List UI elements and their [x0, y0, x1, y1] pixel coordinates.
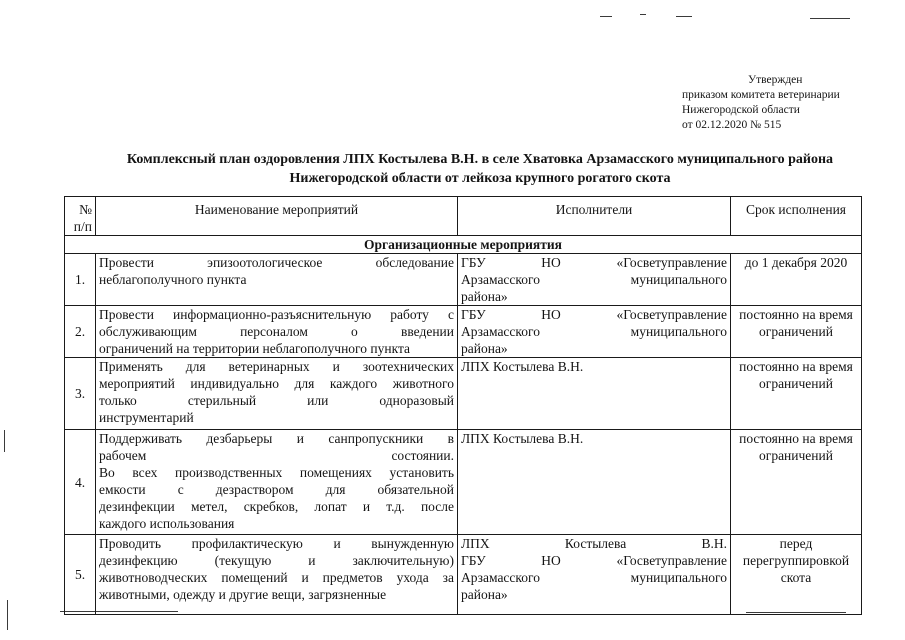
cell-line: Арзамасского муниципального	[461, 324, 727, 339]
cell-line: емкости с дезраствором для обязательной	[99, 482, 454, 497]
row-number: 4.	[65, 430, 96, 535]
table-row	[65, 358, 862, 430]
cell-line: ГБУ НО «Госветуправление	[461, 255, 727, 270]
cell-line: Поддерживать дезбарьеры и санпропускники в	[99, 431, 454, 446]
cell-line: дезинфекцию (текущую и заключительную)	[99, 553, 454, 568]
approval-stamp	[682, 73, 840, 133]
deadline-cell: до 1 декабря 2020	[731, 254, 862, 306]
executor-cell	[458, 306, 731, 358]
executor-cell	[458, 535, 731, 615]
deadline-cell: перед перегруппировкой скота	[731, 535, 862, 615]
executor-cell	[458, 254, 731, 306]
deadline-cell: постоянно на время ограничений	[731, 430, 862, 535]
section-row	[65, 236, 862, 254]
table-row	[65, 254, 862, 306]
plan-table	[64, 196, 862, 615]
title-line: Комплексный план оздоровления ЛПХ Костылева В.Н. в селе Хватовка Арзамасского муниципального района	[126, 152, 834, 167]
header-deadline: Срок исполнения	[731, 197, 862, 236]
cell-line: неблагополучного пункта	[99, 272, 247, 287]
scan-artifact	[600, 16, 612, 17]
cell-line: Арзамасского муниципального	[461, 570, 727, 585]
executor-cell	[458, 430, 731, 535]
row-number: 3.	[65, 358, 96, 430]
cell-line: обслуживающим персоналом о введении	[99, 324, 454, 339]
measure-cell	[96, 358, 458, 430]
approval-line: приказом комитета ветеринарии	[682, 89, 840, 101]
scan-artifact	[640, 14, 646, 15]
cell-line: животными, одежду и другие вещи, загрязненные	[99, 587, 387, 602]
measure-cell	[96, 430, 458, 535]
header-num: № п/п	[65, 197, 96, 236]
header-measures: Наименование мероприятий	[96, 197, 458, 236]
section-title: Организационные мероприятия	[65, 236, 862, 254]
table-header-row	[65, 197, 862, 236]
cell-line: Провести эпизоотологическое обследование	[99, 255, 454, 270]
cell-line: рабочем состоянии.	[99, 448, 454, 463]
cell-line: животноводческих помещений и предметов ухода за	[99, 570, 454, 585]
scan-artifact	[4, 430, 5, 452]
table-row	[65, 535, 862, 615]
approval-line: Утвержден	[748, 74, 803, 86]
document-title	[100, 150, 860, 188]
cell-line: ГБУ НО «Госветуправление	[461, 307, 727, 322]
cell-line: мероприятий индивидуально для каждого животного	[99, 376, 454, 391]
measure-cell	[96, 306, 458, 358]
cell-line: только стерильный или одноразовый	[99, 393, 454, 408]
measure-cell	[96, 535, 458, 615]
row-number: 2.	[65, 306, 96, 358]
header-executors: Исполнители	[458, 197, 731, 236]
cell-line: каждого использования	[99, 516, 235, 531]
cell-line: ограничений на территории неблагополучного пункта	[99, 341, 411, 356]
scan-artifact	[810, 18, 850, 19]
approval-line: от 02.12.2020 № 515	[682, 119, 782, 131]
cell-line: Применять для ветеринарных и зоотехнических	[99, 359, 454, 374]
approval-line: Нижегородской области	[682, 104, 800, 116]
cell-line: Провести информационно-разъяснительную работу с	[99, 307, 454, 322]
cell-line: района»	[461, 289, 508, 304]
deadline-cell: постоянно на время ограничений	[731, 358, 862, 430]
measure-cell	[96, 254, 458, 306]
cell-line: Во всех производственных помещениях установить	[99, 465, 454, 480]
row-number: 5.	[65, 535, 96, 615]
cell-line: ГБУ НО «Госветуправление	[461, 553, 727, 568]
table-row	[65, 306, 862, 358]
cell-line: района»	[461, 587, 508, 602]
executor-cell	[458, 358, 731, 430]
cell-line: Арзамасского муниципального	[461, 272, 727, 287]
table-row	[65, 430, 862, 535]
cell-line: инструментарий	[99, 410, 194, 425]
cell-line: дезинфекции метел, скребков, лопат и т.д. после	[99, 499, 454, 514]
row-number: 1.	[65, 254, 96, 306]
scan-artifact	[676, 16, 692, 17]
cell-line: района»	[461, 341, 508, 356]
deadline-cell: постоянно на время ограничений	[731, 306, 862, 358]
scan-artifact	[7, 600, 8, 630]
cell-line: ЛПХ Костылева В.Н.	[461, 359, 584, 374]
cell-line: ЛПХ Костылева В.Н.	[461, 536, 727, 551]
title-line: Нижегородской области от лейкоза крупного рогатого скота	[289, 171, 671, 186]
cell-line: Проводить профилактическую и вынужденную	[99, 536, 454, 551]
cell-line: ЛПХ Костылева В.Н.	[461, 431, 584, 446]
